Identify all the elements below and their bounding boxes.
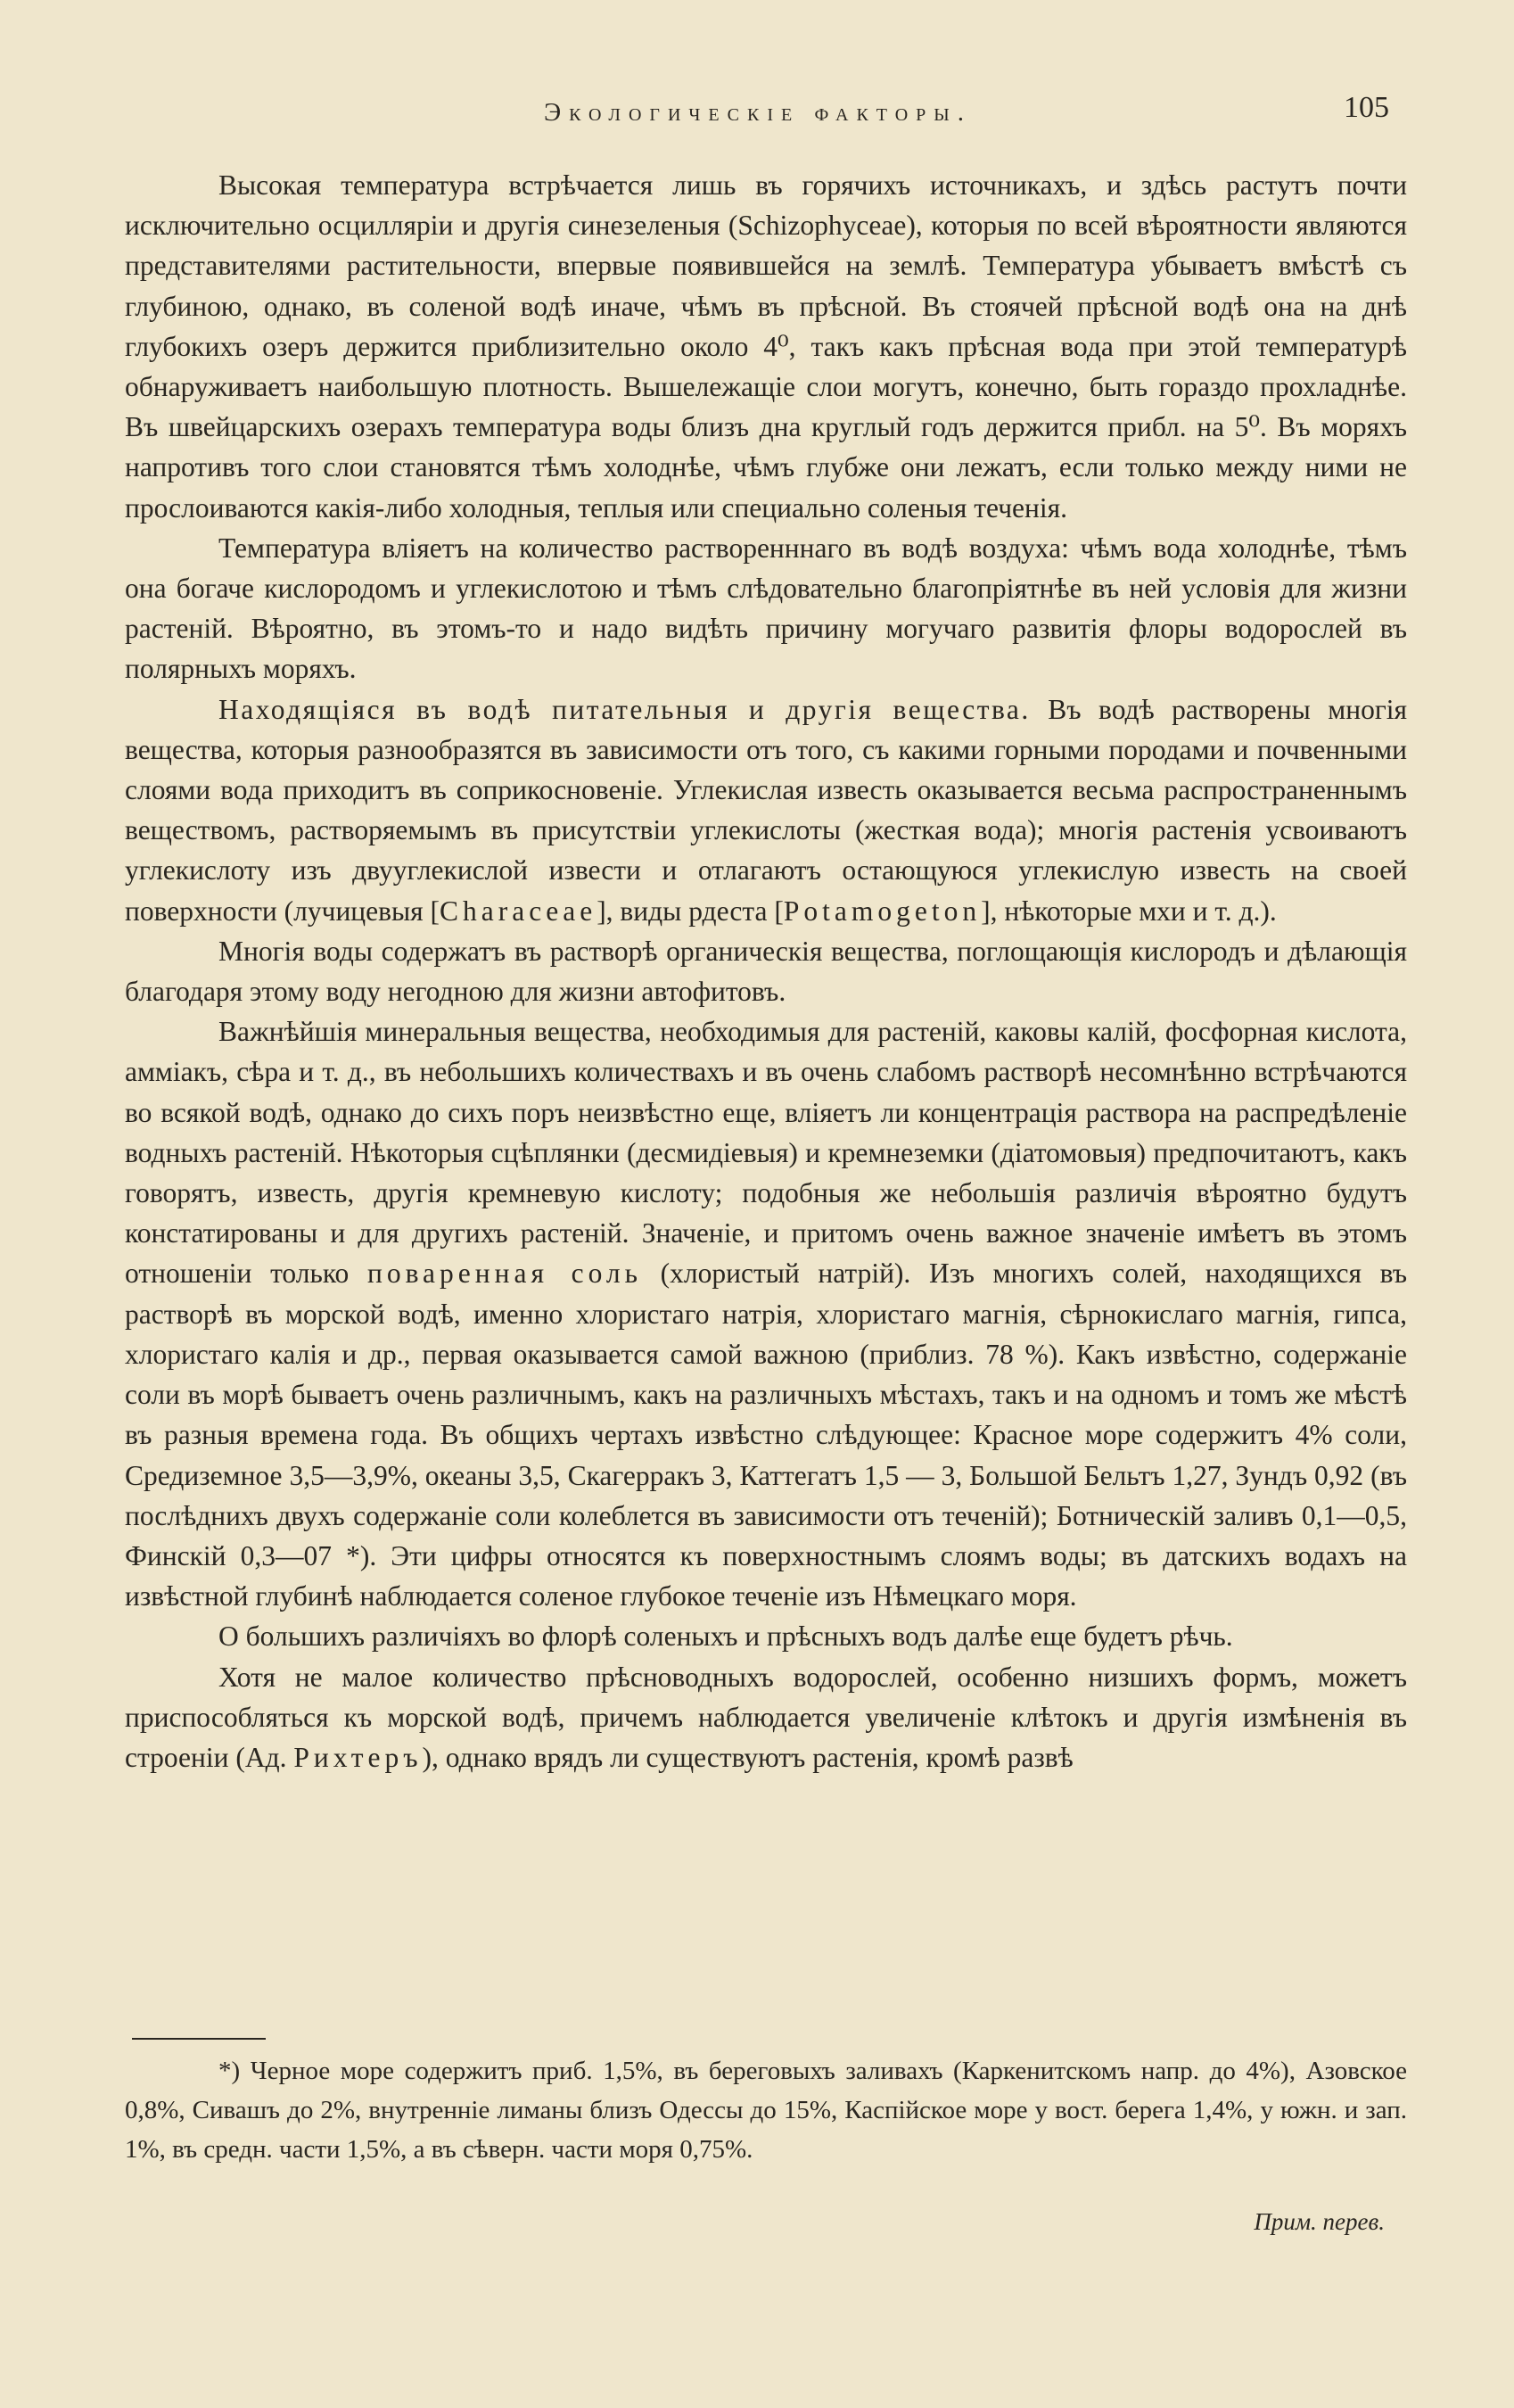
running-title: Экологическіе факторы.	[543, 98, 972, 127]
running-header	[125, 91, 1391, 136]
paragraph-3	[125, 689, 1407, 931]
paragraph-3-text-a: Въ водѣ растворены многія вещества, которыя разнообразятся въ зависимости отъ того, съ какими горными породами и почвенными слоями вода приходитъ въ соприкосновеніе. Углекислая известь оказывается весьма распространеннымъ веществомъ, растворяемымъ въ присутствіи углекислоты (жесткая вода); многія растенія усвоиваютъ углекислоту изъ двууглекислой извести и отлагаютъ остающуюся углекислую известь на своей поверхности (лучицевыя [	[125, 693, 1407, 927]
section-heading-nutrients: Находящіяся въ водѣ питательныя и другія вещества.	[218, 693, 1031, 725]
paragraph-6: О большихъ различіяхъ во флорѣ соленыхъ и прѣсныхъ водъ далѣе еще будетъ рѣчь.	[218, 1620, 1233, 1653]
footnote-signature: Прим. перев.	[1254, 2208, 1385, 2235]
paragraph-4: Многія воды содержатъ въ растворѣ органическія вещества, поглощающія кислородъ и дѣлающія благодаря этому воду негодною для жизни автофитовъ.	[125, 935, 1407, 1008]
paragraph-2: Температура вліяетъ на количество растворенннаго въ водѣ воздуха: чѣмъ вода холоднѣе, тѣмъ она богаче кислородомъ и углекислотою и тѣмъ слѣдовательно благопріятнѣе въ ней условія для жизни растеній. Вѣроятно, въ этомъ-то и надо видѣть причину могучаго развитія флоры водорослей въ полярныхъ моряхъ.	[125, 532, 1407, 685]
footnote	[125, 2051, 1407, 2169]
paragraph-5-text-a: Важнѣйшія минеральныя вещества, необходимыя для растеній, каковы калій, фосфорная кислота, амміакъ, сѣра и т. д., въ небольшихъ количествахъ и въ очень слабомъ растворѣ несомнѣнно встрѣчаются во всякой водѣ, однако до сихъ поръ неизвѣстно еще, вліяетъ ли концентрація раствора на распредѣленіе водныхъ растеній. Нѣкоторыя сцѣплянки (десмидіевыя) и кремнеземки (діатомовыя) предпочитаютъ, какъ говорятъ, известь, другія кремневую кислоту; подобныя же небольшія различія вѣроятно будутъ констатированы и для другихъ растеній. Значеніе, и притомъ очень важное значеніе имѣетъ въ этомъ отношеніи только	[125, 1016, 1407, 1290]
paragraph-7-text-b: ), однако врядъ ли существуютъ растенія, кромѣ развѣ	[422, 1741, 1074, 1773]
paragraph-3-text-c: ], нѣкоторые мхи и т. д.).	[981, 895, 1277, 927]
paragraph-5	[125, 1011, 1407, 1616]
page-number: 105	[1344, 91, 1389, 124]
footnote-rule	[132, 2038, 266, 2040]
taxon-potamogeton: Potamogeton	[783, 895, 982, 927]
paragraph-5-text-b: (хлористый натрій). Изъ многихъ солей, находящихся въ растворѣ въ морской водѣ, именно хлористаго натрія, хлористаго магнія, сѣрнокислаго магнія, гипса, хлористаго калія и др., первая оказывается самой важною (приблиз. 78 %). Какъ извѣстно, содержаніе соли въ морѣ бываетъ очень различнымъ, какъ на различныхъ мѣстахъ, такъ и на одномъ и томъ же мѣстѣ въ разныя времена года. Въ общихъ чертахъ извѣстно слѣдующее: Красное море содержитъ 4% соли, Средиземное 3,5—3,9%, океаны 3,5, Скагерракъ 3, Каттегатъ 1,5 — 3, Большой Бельтъ 1,27, Зундъ 0,92 (въ послѣднихъ двухъ содержаніе соли колеблется въ зависимости отъ теченій); Ботническій заливъ 0,1—0,5, Финскій 0,3—07 *). Эти цифры относятся къ поверхностнымъ слоямъ воды; въ датскихъ водахъ на извѣстной глубинѣ наблюдается соленое глубокое теченіе изъ Нѣмецкаго моря.	[125, 1258, 1407, 1612]
paragraph-1: Высокая температура встрѣчается лишь въ горячихъ источникахъ, и здѣсь растутъ почти исключительно осцилляріи и другія синезеленыя (Schizophyceae), которыя по всей вѣроятности являются представителями растительности, впервые появившейся на землѣ. Температура убываетъ вмѣстѣ съ глубиною, однако, въ соленой водѣ иначе, чѣмъ въ прѣсной. Въ стоячей прѣсной водѣ она на днѣ глубокихъ озеръ держится приблизительно около 4⁰, такъ какъ прѣсная вода при этой температурѣ обнаруживаетъ наибольшую плотность. Вышележащіе слои могутъ, конечно, быть гораздо прохладнѣе. Въ швейцарскихъ озерахъ температура воды близъ дна круглый годъ держится прибл. на 5⁰. Въ моряхъ напротивъ того слои становятся тѣмъ холоднѣе, чѣмъ глубже они лежатъ, если только между ними не прослоиваются какія-либо холодныя, теплыя или специально соленыя теченія.	[125, 169, 1407, 524]
main-text	[125, 165, 1407, 1777]
paragraph-3-text-b: ], виды рдеста [	[597, 895, 784, 927]
paragraph-7	[125, 1657, 1407, 1778]
paragraph-7-text-a: Хотя не малое количество прѣсноводныхъ водорослей, особенно низшихъ формъ, можетъ приспособляться къ морской водѣ, причемъ наблюдается увеличеніе клѣтокъ и другія измѣненія въ строеніи (Ад.	[125, 1661, 1407, 1773]
author-name-richter: Рихтеръ	[293, 1741, 423, 1773]
emphasis-table-salt: поваренная соль	[366, 1258, 642, 1290]
footnote-text: *) Черное море содержитъ приб. 1,5%, въ береговыхъ заливахъ (Каркенитскомъ напр. до 4%), Азовское 0,8%, Сивашъ до 2%, внутренніе лиманы близъ Одессы до 15%, Каспійское море у вост. берега 1,4%, у южн. и зап. 1%, въ средн. части 1,5%, а въ сѣверн. части моря 0,75%.	[125, 2057, 1407, 2164]
taxon-characeae: Characeae	[440, 895, 597, 927]
